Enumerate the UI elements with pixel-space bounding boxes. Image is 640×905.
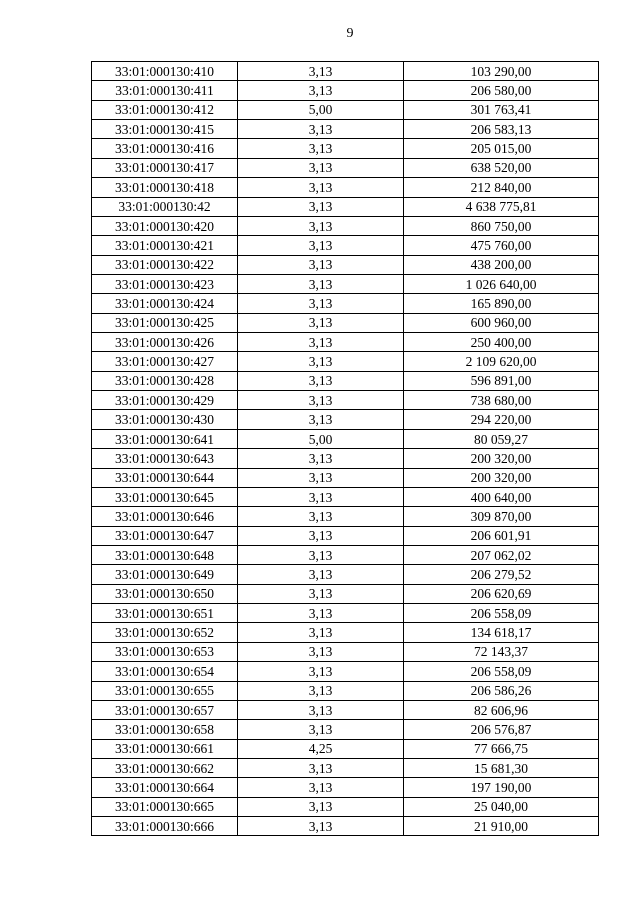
rate-cell: 3,13: [238, 720, 404, 739]
table-row: [92, 604, 599, 623]
table-row: [92, 681, 599, 700]
rate-cell: 3,13: [238, 313, 404, 332]
table-row: [92, 333, 599, 352]
cadastral-number-cell: 33:01:000130:430: [92, 410, 238, 429]
table-row: [92, 545, 599, 564]
cadastral-number-cell: 33:01:000130:665: [92, 797, 238, 816]
cadastral-number-cell: 33:01:000130:666: [92, 817, 238, 836]
table-row: [92, 778, 599, 797]
value-cell: 475 760,00: [404, 236, 599, 255]
cadastral-number-cell: 33:01:000130:417: [92, 158, 238, 177]
rate-cell: 3,13: [238, 778, 404, 797]
cadastral-number-cell: 33:01:000130:658: [92, 720, 238, 739]
cadastral-number-cell: 33:01:000130:424: [92, 294, 238, 313]
cadastral-number-cell: 33:01:000130:415: [92, 120, 238, 139]
table-row: [92, 100, 599, 119]
table-row: [92, 565, 599, 584]
table-row: [92, 81, 599, 100]
value-cell: 600 960,00: [404, 313, 599, 332]
rate-cell: 3,13: [238, 662, 404, 681]
rate-cell: 3,13: [238, 274, 404, 293]
value-cell: 15 681,30: [404, 758, 599, 777]
value-cell: 250 400,00: [404, 333, 599, 352]
value-cell: 596 891,00: [404, 371, 599, 390]
cadastral-number-cell: 33:01:000130:425: [92, 313, 238, 332]
value-cell: 80 059,27: [404, 429, 599, 448]
cadastral-number-cell: 33:01:000130:645: [92, 487, 238, 506]
table-row: [92, 507, 599, 526]
rate-cell: 3,13: [238, 487, 404, 506]
rate-cell: 3,13: [238, 255, 404, 274]
value-cell: 207 062,02: [404, 545, 599, 564]
cadastral-number-cell: 33:01:000130:418: [92, 178, 238, 197]
value-cell: 200 320,00: [404, 449, 599, 468]
cadastral-number-cell: 33:01:000130:657: [92, 700, 238, 719]
table-row: [92, 739, 599, 758]
cadastral-number-cell: 33:01:000130:644: [92, 468, 238, 487]
table-row: [92, 178, 599, 197]
value-cell: 4 638 775,81: [404, 197, 599, 216]
value-cell: 400 640,00: [404, 487, 599, 506]
table-row: [92, 352, 599, 371]
cadastral-number-cell: 33:01:000130:646: [92, 507, 238, 526]
rate-cell: 3,13: [238, 62, 404, 81]
cadastral-number-cell: 33:01:000130:410: [92, 62, 238, 81]
value-cell: 301 763,41: [404, 100, 599, 119]
rate-cell: 3,13: [238, 391, 404, 410]
rate-cell: 3,13: [238, 700, 404, 719]
table-row: [92, 158, 599, 177]
value-cell: 206 580,00: [404, 81, 599, 100]
table-row: [92, 139, 599, 158]
value-cell: 134 618,17: [404, 623, 599, 642]
rate-cell: 3,13: [238, 507, 404, 526]
cadastral-number-cell: 33:01:000130:428: [92, 371, 238, 390]
cadastral-table: [91, 61, 599, 836]
value-cell: 200 320,00: [404, 468, 599, 487]
rate-cell: 3,13: [238, 681, 404, 700]
rate-cell: 3,13: [238, 81, 404, 100]
value-cell: 197 190,00: [404, 778, 599, 797]
table-row: [92, 255, 599, 274]
table-row: [92, 216, 599, 235]
rate-cell: 3,13: [238, 294, 404, 313]
cadastral-number-cell: 33:01:000130:422: [92, 255, 238, 274]
cadastral-number-cell: 33:01:000130:412: [92, 100, 238, 119]
value-cell: 206 576,87: [404, 720, 599, 739]
table-row: [92, 487, 599, 506]
cadastral-number-cell: 33:01:000130:650: [92, 584, 238, 603]
rate-cell: 3,13: [238, 468, 404, 487]
value-cell: 82 606,96: [404, 700, 599, 719]
table-row: [92, 236, 599, 255]
table-row: [92, 720, 599, 739]
cadastral-number-cell: 33:01:000130:42: [92, 197, 238, 216]
cadastral-number-cell: 33:01:000130:649: [92, 565, 238, 584]
cadastral-number-cell: 33:01:000130:651: [92, 604, 238, 623]
rate-cell: 3,13: [238, 758, 404, 777]
value-cell: 309 870,00: [404, 507, 599, 526]
value-cell: 1 026 640,00: [404, 274, 599, 293]
rate-cell: 4,25: [238, 739, 404, 758]
rate-cell: 3,13: [238, 139, 404, 158]
cadastral-number-cell: 33:01:000130:653: [92, 642, 238, 661]
rate-cell: 3,13: [238, 178, 404, 197]
value-cell: 206 279,52: [404, 565, 599, 584]
table-body: [92, 62, 599, 836]
value-cell: 72 143,37: [404, 642, 599, 661]
value-cell: 206 601,91: [404, 526, 599, 545]
cadastral-number-cell: 33:01:000130:643: [92, 449, 238, 468]
value-cell: 21 910,00: [404, 817, 599, 836]
value-cell: 738 680,00: [404, 391, 599, 410]
rate-cell: 3,13: [238, 449, 404, 468]
table-row: [92, 62, 599, 81]
page-number: 9: [346, 26, 354, 41]
value-cell: 77 666,75: [404, 739, 599, 758]
value-cell: 212 840,00: [404, 178, 599, 197]
table-row: [92, 584, 599, 603]
cadastral-number-cell: 33:01:000130:421: [92, 236, 238, 255]
cadastral-number-cell: 33:01:000130:411: [92, 81, 238, 100]
table-row: [92, 817, 599, 836]
rate-cell: 3,13: [238, 565, 404, 584]
rate-cell: 3,13: [238, 604, 404, 623]
value-cell: 206 586,26: [404, 681, 599, 700]
rate-cell: 3,13: [238, 333, 404, 352]
table-row: [92, 120, 599, 139]
value-cell: 438 200,00: [404, 255, 599, 274]
table-row: [92, 758, 599, 777]
cadastral-number-cell: 33:01:000130:647: [92, 526, 238, 545]
value-cell: 638 520,00: [404, 158, 599, 177]
cadastral-number-cell: 33:01:000130:641: [92, 429, 238, 448]
value-cell: 206 620,69: [404, 584, 599, 603]
table-row: [92, 623, 599, 642]
value-cell: 860 750,00: [404, 216, 599, 235]
table-row: [92, 410, 599, 429]
cadastral-number-cell: 33:01:000130:655: [92, 681, 238, 700]
cadastral-number-cell: 33:01:000130:429: [92, 391, 238, 410]
cadastral-number-cell: 33:01:000130:662: [92, 758, 238, 777]
cadastral-number-cell: 33:01:000130:416: [92, 139, 238, 158]
rate-cell: 5,00: [238, 429, 404, 448]
table-row: [92, 468, 599, 487]
rate-cell: 3,13: [238, 216, 404, 235]
value-cell: 206 583,13: [404, 120, 599, 139]
value-cell: 206 558,09: [404, 604, 599, 623]
rate-cell: 3,13: [238, 584, 404, 603]
rate-cell: 3,13: [238, 371, 404, 390]
rate-cell: 3,13: [238, 817, 404, 836]
value-cell: 165 890,00: [404, 294, 599, 313]
rate-cell: 3,13: [238, 526, 404, 545]
table-row: [92, 700, 599, 719]
value-cell: 206 558,09: [404, 662, 599, 681]
table-row: [92, 797, 599, 816]
value-cell: 205 015,00: [404, 139, 599, 158]
cadastral-number-cell: 33:01:000130:426: [92, 333, 238, 352]
table-row: [92, 313, 599, 332]
rate-cell: 5,00: [238, 100, 404, 119]
rate-cell: 3,13: [238, 236, 404, 255]
cadastral-number-cell: 33:01:000130:654: [92, 662, 238, 681]
rate-cell: 3,13: [238, 352, 404, 371]
cadastral-number-cell: 33:01:000130:420: [92, 216, 238, 235]
table-row: [92, 449, 599, 468]
rate-cell: 3,13: [238, 642, 404, 661]
cadastral-number-cell: 33:01:000130:427: [92, 352, 238, 371]
rate-cell: 3,13: [238, 545, 404, 564]
value-cell: 25 040,00: [404, 797, 599, 816]
rate-cell: 3,13: [238, 623, 404, 642]
rate-cell: 3,13: [238, 797, 404, 816]
table-row: [92, 662, 599, 681]
cadastral-number-cell: 33:01:000130:661: [92, 739, 238, 758]
rate-cell: 3,13: [238, 410, 404, 429]
rate-cell: 3,13: [238, 197, 404, 216]
table-row: [92, 294, 599, 313]
value-cell: 2 109 620,00: [404, 352, 599, 371]
cadastral-number-cell: 33:01:000130:648: [92, 545, 238, 564]
value-cell: 294 220,00: [404, 410, 599, 429]
cadastral-number-cell: 33:01:000130:664: [92, 778, 238, 797]
cadastral-number-cell: 33:01:000130:652: [92, 623, 238, 642]
rate-cell: 3,13: [238, 120, 404, 139]
table-row: [92, 371, 599, 390]
table-row: [92, 526, 599, 545]
table-row: [92, 274, 599, 293]
table-row: [92, 642, 599, 661]
value-cell: 103 290,00: [404, 62, 599, 81]
cadastral-number-cell: 33:01:000130:423: [92, 274, 238, 293]
table-row: [92, 391, 599, 410]
table-row: [92, 197, 599, 216]
rate-cell: 3,13: [238, 158, 404, 177]
table-row: [92, 429, 599, 448]
